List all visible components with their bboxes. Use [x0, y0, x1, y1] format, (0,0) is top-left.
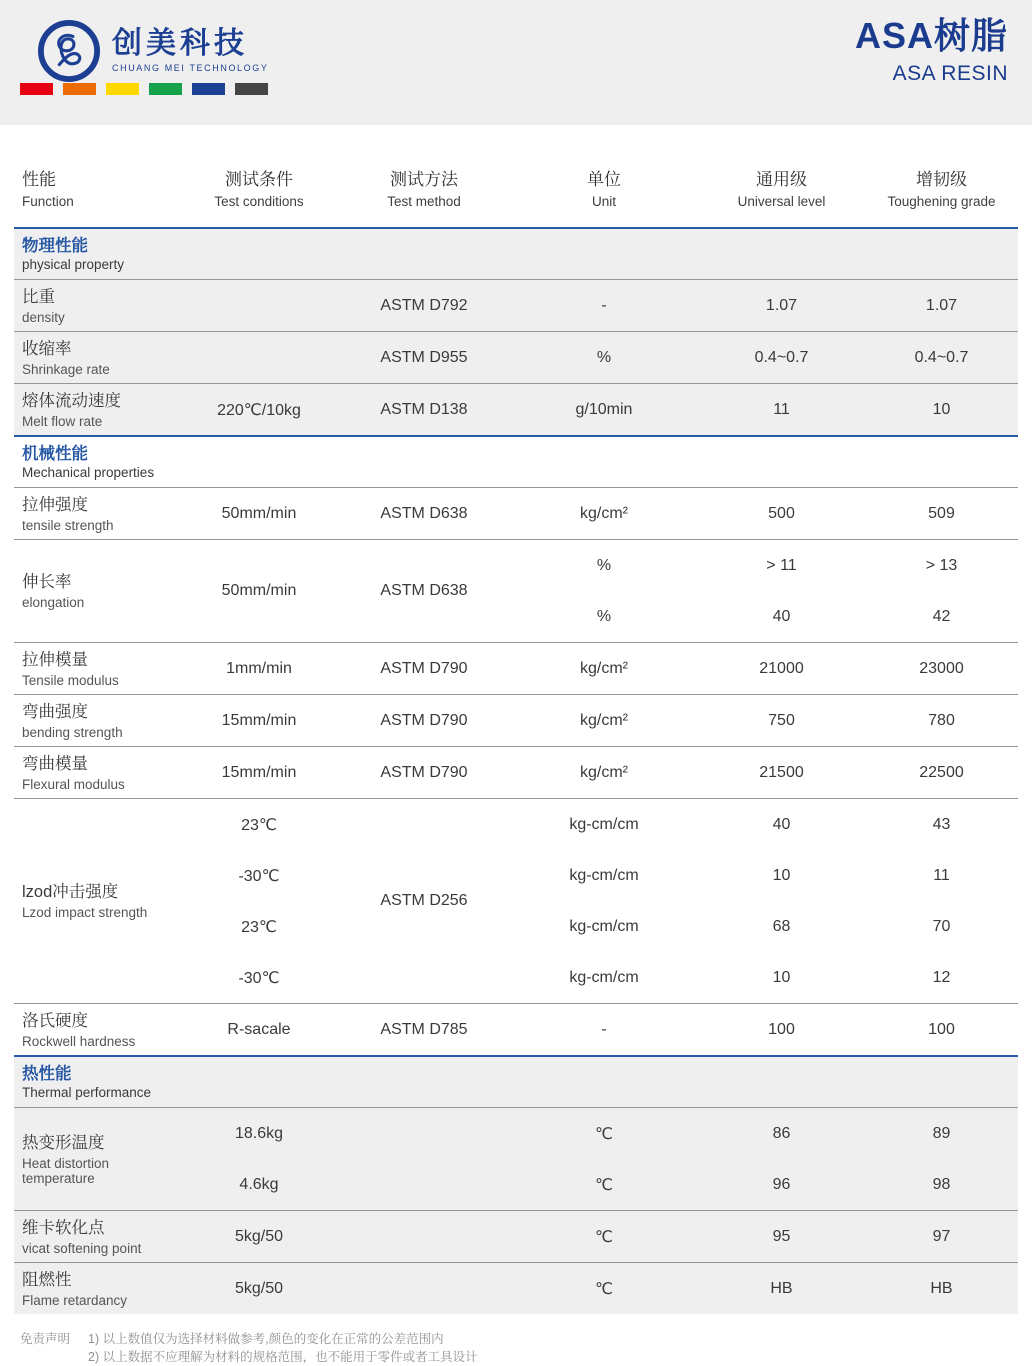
toughening-value: 11 — [933, 866, 950, 884]
universal-value: 95 — [772, 1227, 791, 1245]
section-title-zh: 热性能 — [22, 1065, 72, 1083]
function-en: Flame retardancy — [22, 1292, 128, 1308]
toughening-value: 70 — [932, 917, 951, 935]
brand-color-bar-4 — [149, 83, 182, 95]
section-thermal-performance — [14, 1055, 1018, 1314]
universal-value: 10 — [772, 866, 791, 884]
universal-value: > 11 — [766, 556, 797, 574]
brand-color-bars — [20, 83, 268, 95]
method-value: ASTM D955 — [380, 348, 468, 366]
brand-color-bar-5 — [192, 83, 225, 95]
unit-value: - — [601, 1020, 607, 1038]
function-en: density — [22, 309, 65, 325]
column-header-en: Unit — [591, 194, 616, 209]
cell-test-method — [334, 1263, 514, 1314]
unit-value: % — [596, 607, 612, 625]
table-row — [14, 694, 1018, 746]
cell-toughening-grade — [869, 799, 1014, 1003]
table-row — [14, 746, 1018, 798]
table-row — [14, 1210, 1018, 1262]
cell-unit — [514, 643, 694, 694]
cell-toughening-grade — [869, 747, 1014, 798]
cell-test-condition — [184, 1211, 334, 1262]
unit-value: ℃ — [595, 1280, 613, 1298]
cell-unit — [514, 1211, 694, 1262]
logo-monogram-icon — [38, 20, 100, 82]
condition-value: 23℃ — [241, 816, 277, 834]
column-header-en: Function — [22, 194, 74, 209]
universal-value: 750 — [768, 711, 795, 729]
cell-universal-level — [694, 643, 869, 694]
table-row — [14, 1262, 1018, 1314]
toughening-value: 100 — [928, 1020, 955, 1038]
function-zh: 熔体流动速度 — [22, 391, 121, 410]
function-zh: 收缩率 — [22, 339, 72, 358]
cell-unit — [514, 1263, 694, 1314]
condition-value: 50mm/min — [221, 504, 297, 522]
section-header — [14, 1057, 1018, 1108]
unit-value: % — [596, 348, 612, 366]
cell-universal-level — [694, 695, 869, 746]
toughening-value: 10 — [932, 400, 951, 418]
toughening-value: HB — [930, 1279, 953, 1297]
table-row — [14, 539, 1018, 642]
cell-test-method — [334, 695, 514, 746]
cell-test-method — [334, 1004, 514, 1055]
function-zh: 拉伸模量 — [22, 650, 88, 669]
cell-test-method — [334, 747, 514, 798]
toughening-value: 98 — [932, 1175, 951, 1193]
universal-value: 86 — [772, 1124, 791, 1142]
cell-test-condition — [184, 643, 334, 694]
column-header-3 — [334, 169, 514, 209]
condition-value: -30℃ — [238, 867, 280, 885]
table-row — [14, 642, 1018, 694]
cell-test-method — [334, 1211, 514, 1262]
cell-test-condition — [184, 1108, 334, 1210]
cell-universal-level — [694, 488, 869, 539]
brand-color-bar-3 — [106, 83, 139, 95]
cell-function — [14, 747, 184, 798]
function-en: Flexural modulus — [22, 776, 125, 792]
cell-unit — [514, 540, 694, 642]
unit-value: kg/cm² — [580, 504, 628, 522]
cell-toughening-grade — [869, 540, 1014, 642]
toughening-value: 509 — [928, 504, 955, 522]
condition-value: 1mm/min — [226, 659, 292, 677]
column-header-5 — [694, 169, 869, 209]
cell-test-condition — [184, 747, 334, 798]
column-header-1 — [14, 169, 184, 209]
condition-value: 23℃ — [241, 918, 277, 936]
universal-value: 21500 — [759, 763, 804, 781]
unit-value: kg-cm/cm — [569, 917, 639, 935]
cell-test-method — [334, 384, 514, 435]
column-header-zh: 增韧级 — [916, 170, 967, 189]
unit-value: g/10min — [575, 400, 633, 418]
function-en: elongation — [22, 595, 85, 610]
cell-function — [14, 1004, 184, 1055]
product-title-en: ASA RESIN — [892, 62, 1008, 85]
column-header-zh: 测试方法 — [390, 170, 458, 189]
function-zh: lzod冲击强度 — [22, 883, 119, 901]
cell-function — [14, 799, 184, 1003]
cell-function — [14, 280, 184, 331]
cell-test-condition — [184, 1263, 334, 1314]
brand-color-bar-1 — [20, 83, 53, 95]
spec-table — [14, 227, 1018, 1314]
condition-value: 18.6kg — [234, 1124, 284, 1142]
cell-universal-level — [694, 280, 869, 331]
brand-color-bar-6 — [235, 83, 268, 95]
cell-toughening-grade — [869, 695, 1014, 746]
function-en: bending strength — [22, 724, 123, 740]
cell-universal-level — [694, 1108, 869, 1210]
product-title-zh: ASA树脂 — [854, 15, 1008, 56]
section-mechanical-properties — [14, 435, 1018, 1055]
table-row — [14, 331, 1018, 383]
unit-value: - — [601, 296, 607, 314]
column-header-en: Toughening grade — [887, 194, 996, 209]
page-title — [855, 16, 1008, 86]
cell-test-condition — [184, 332, 334, 383]
function-zh: 热变形温度 — [22, 1133, 105, 1152]
unit-value: ℃ — [595, 1228, 613, 1246]
method-value: ASTM D790 — [380, 763, 468, 781]
cell-function — [14, 488, 184, 539]
column-header-zh: 通用级 — [756, 170, 807, 189]
unit-value: ℃ — [595, 1176, 613, 1194]
function-zh: 阻燃性 — [22, 1270, 72, 1289]
cell-test-condition — [184, 695, 334, 746]
unit-value: kg-cm/cm — [569, 815, 639, 833]
cell-toughening-grade — [869, 1004, 1014, 1055]
universal-value: 40 — [772, 607, 791, 625]
brand-color-bar-2 — [63, 83, 96, 95]
toughening-value: > 13 — [925, 556, 958, 574]
column-header-2 — [184, 169, 334, 209]
table-row — [14, 798, 1018, 1003]
cell-test-method — [334, 1108, 514, 1210]
table-row — [14, 1108, 1018, 1210]
function-zh: 比重 — [22, 287, 55, 306]
cell-toughening-grade — [869, 643, 1014, 694]
cell-toughening-grade — [869, 384, 1014, 435]
cell-function — [14, 1263, 184, 1314]
column-header-6 — [869, 169, 1014, 209]
unit-value: kg-cm/cm — [569, 968, 639, 986]
toughening-value: 42 — [932, 607, 951, 625]
universal-value: 0.4~0.7 — [754, 348, 809, 366]
toughening-value: 780 — [928, 711, 955, 729]
cell-unit — [514, 488, 694, 539]
cell-test-method — [334, 332, 514, 383]
method-value: ASTM D638 — [380, 582, 468, 599]
table-column-headers — [14, 169, 1018, 227]
condition-value: 220℃/10kg — [217, 401, 301, 419]
table-row — [14, 1003, 1018, 1055]
universal-value: 68 — [772, 917, 791, 935]
cell-test-condition — [184, 488, 334, 539]
cell-test-method — [334, 799, 514, 1003]
section-title-zh: 机械性能 — [22, 445, 88, 463]
method-value: ASTM D790 — [380, 711, 468, 729]
cell-universal-level — [694, 1004, 869, 1055]
function-en: Melt flow rate — [22, 413, 103, 429]
unit-value: ℃ — [595, 1125, 613, 1143]
condition-value: -30℃ — [238, 969, 280, 987]
section-header — [14, 437, 1018, 488]
unit-value: kg/cm² — [580, 763, 628, 781]
cell-universal-level — [694, 384, 869, 435]
cell-function — [14, 540, 184, 642]
section-title-en: Mechanical properties — [22, 465, 155, 480]
function-zh: 洛氏硬度 — [22, 1011, 88, 1030]
method-value: ASTM D790 — [380, 659, 468, 677]
cell-function — [14, 384, 184, 435]
universal-value: 1.07 — [765, 296, 798, 314]
cell-toughening-grade — [869, 1108, 1014, 1210]
method-value: ASTM D638 — [380, 504, 468, 522]
cell-unit — [514, 747, 694, 798]
function-en: Heat distortion temperature — [22, 1155, 110, 1186]
cell-test-condition — [184, 1004, 334, 1055]
unit-value: kg/cm² — [580, 711, 628, 729]
universal-value: 10 — [772, 968, 791, 986]
section-title-en: Thermal performance — [22, 1085, 152, 1100]
cell-unit — [514, 332, 694, 383]
cell-test-condition — [184, 540, 334, 642]
table-row — [14, 280, 1018, 331]
cell-universal-level — [694, 332, 869, 383]
logo-name-en: CHUANG MEI TECHNOLOGY — [112, 63, 269, 73]
cell-universal-level — [694, 747, 869, 798]
cell-unit — [514, 1108, 694, 1210]
toughening-value: 0.4~0.7 — [914, 348, 969, 366]
cell-unit — [514, 1004, 694, 1055]
cell-universal-level — [694, 1263, 869, 1314]
cell-universal-level — [694, 540, 869, 642]
toughening-value: 43 — [932, 815, 951, 833]
section-title-zh: 物理性能 — [22, 237, 88, 255]
top-banner — [0, 0, 1032, 125]
function-zh: 弯曲强度 — [22, 702, 88, 721]
universal-value: 11 — [773, 400, 790, 418]
function-zh: 伸长率 — [22, 573, 72, 591]
toughening-value: 97 — [932, 1227, 951, 1245]
disclaimer-line-2: 2) 以上数据不应理解为材料的规格范围，也不能用于零件或者工具设计 — [88, 1350, 478, 1364]
function-zh: 拉伸强度 — [22, 495, 88, 514]
universal-value: 96 — [772, 1175, 791, 1193]
toughening-value: 12 — [932, 968, 951, 986]
column-header-zh: 性能 — [22, 170, 56, 189]
cell-test-method — [334, 643, 514, 694]
function-en: Rockwell hardness — [22, 1033, 136, 1049]
cell-unit — [514, 799, 694, 1003]
toughening-value: 89 — [932, 1124, 951, 1142]
condition-value: 4.6kg — [239, 1175, 279, 1193]
condition-value: 5kg/50 — [234, 1279, 284, 1297]
cell-function — [14, 332, 184, 383]
cell-test-method — [334, 540, 514, 642]
cell-function — [14, 1108, 184, 1210]
section-physical-property — [14, 227, 1018, 435]
disclaimer-label: 免责声明 — [20, 1332, 71, 1346]
function-en: Shrinkage rate — [22, 361, 110, 377]
disclaimer-lines — [88, 1330, 478, 1366]
cell-toughening-grade — [869, 1263, 1014, 1314]
toughening-value: 23000 — [919, 659, 964, 677]
cell-test-condition — [184, 280, 334, 331]
unit-value: % — [596, 556, 612, 574]
logo-text — [112, 28, 268, 73]
cell-unit — [514, 695, 694, 746]
method-value: ASTM D138 — [380, 400, 468, 418]
column-header-4 — [514, 169, 694, 209]
cell-test-method — [334, 280, 514, 331]
company-logo — [38, 20, 268, 82]
disclaimer-line-1: 1) 以上数值仅为选择材料做参考,颜色的变化在正常的公差范围内 — [88, 1332, 444, 1346]
function-en: tensile strength — [22, 517, 114, 533]
column-header-en: Test method — [387, 194, 461, 209]
cell-unit — [514, 384, 694, 435]
column-header-en: Universal level — [737, 194, 826, 209]
unit-value: kg/cm² — [580, 659, 628, 677]
cell-toughening-grade — [869, 488, 1014, 539]
toughening-value: 22500 — [919, 763, 964, 781]
method-value: ASTM D785 — [380, 1020, 468, 1038]
section-header — [14, 229, 1018, 280]
function-en: Lzod impact strength — [22, 905, 148, 920]
cell-toughening-grade — [869, 1211, 1014, 1262]
function-en: Tensile modulus — [22, 672, 119, 688]
unit-value: kg-cm/cm — [569, 866, 639, 884]
cell-test-condition — [184, 799, 334, 1003]
table-row — [14, 488, 1018, 539]
column-header-en: Test conditions — [214, 194, 304, 209]
cell-unit — [514, 280, 694, 331]
toughening-value: 1.07 — [925, 296, 958, 314]
cell-test-method — [334, 488, 514, 539]
method-value: ASTM D792 — [380, 296, 468, 314]
function-en: vicat softening point — [22, 1240, 142, 1256]
cell-function — [14, 1211, 184, 1262]
cell-toughening-grade — [869, 280, 1014, 331]
condition-value: 5kg/50 — [234, 1227, 284, 1245]
universal-value: 40 — [772, 815, 791, 833]
logo-name-zh: 创美科技 — [112, 27, 248, 60]
universal-value: 21000 — [759, 659, 804, 677]
universal-value: 100 — [768, 1020, 795, 1038]
condition-value: 50mm/min — [221, 582, 297, 599]
universal-value: 500 — [768, 504, 795, 522]
disclaimer — [20, 1330, 1032, 1366]
function-zh: 弯曲模量 — [22, 754, 88, 773]
function-zh: 维卡软化点 — [22, 1218, 105, 1237]
condition-value: R-sacale — [227, 1020, 291, 1038]
cell-universal-level — [694, 799, 869, 1003]
condition-value: 15mm/min — [221, 763, 297, 781]
column-header-zh: 测试条件 — [225, 170, 293, 189]
cell-test-condition — [184, 384, 334, 435]
table-row — [14, 383, 1018, 435]
column-header-zh: 单位 — [587, 170, 621, 189]
cell-toughening-grade — [869, 332, 1014, 383]
cell-function — [14, 643, 184, 694]
section-title-en: physical property — [22, 257, 125, 272]
condition-value: 15mm/min — [221, 711, 297, 729]
method-value: ASTM D256 — [380, 892, 468, 909]
universal-value: HB — [770, 1279, 793, 1297]
cell-universal-level — [694, 1211, 869, 1262]
cell-function — [14, 695, 184, 746]
